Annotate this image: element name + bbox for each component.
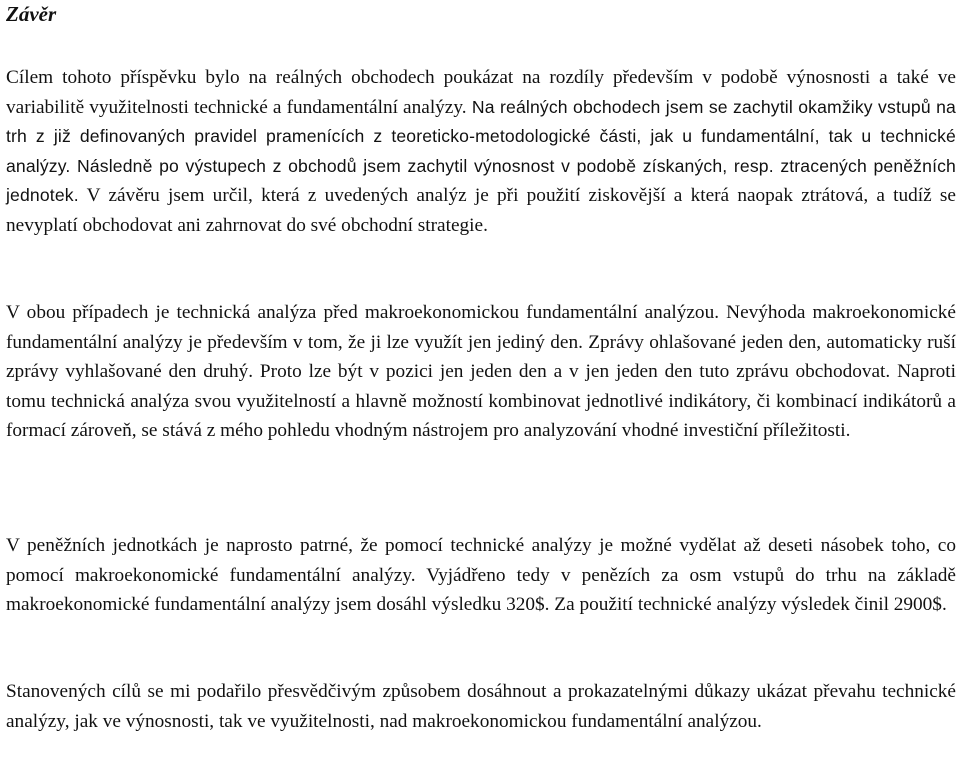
- paragraph-4: Stanovených cílů se mi podařilo přesvědčivým způsobem dosáhnout a prokazatelnými důkazy ukázat převahu technické analýzy, jak ve výnosnosti, tak ve využitelnosti, nad makroekonomickou fundamentální analýzou.: [6, 681, 956, 732]
- paragraph-2: V obou případech je technická analýza před makroekonomickou fundamentální analýzou. Nevýhoda makroekonomické fundamentální analýzy je především v tom, že ji lze využít jen jediný den. Zprávy ohlašované jeden den, automaticky ruší zprávy vyhlašované den druhý. Proto lze být v pozici jen jeden den a v jen jeden den tuto zprávu obchodovat. Naproti tomu technická analýza svou využitelností a hlavně možností kombinovat jednotlivé indikátory, či kombinací indikátorů a formací zároveň, se stává z mého pohledu vhodným nástrojem pro analyzování vhodné investiční příležitosti.: [6, 302, 956, 442]
- paragraph-1-sans-part: Na reálných obchodech jsem se zachytil okamžiky vstupů na trh z již definovaných pravidel pramenících z teoreticko-metodologické části, jak u fundamentální, tak u technické analýzy. Následně po výstupech z obchodů jsem zachytil výnosnost v podobě získaných, resp. ztracených peněžních jednotek.: [6, 96, 956, 206]
- paragraph-1-tail: V závěru jsem určil, která z uvedených analýz je při použití ziskovější a která naopak ztrátová, a tudíž se nevyplatí obchodovat ani zahrnovat do své obchodní strategie.: [6, 185, 956, 236]
- paragraph-1-lead: Cílem tohoto příspěvku bylo na reálných obchodech poukázat na rozdíly především v podobě výnosnosti a také ve variabilitě využitelnosti technické a fundamentální analýzy.: [6, 67, 956, 118]
- paragraph-3: V peněžních jednotkách je naprosto patrné, že pomocí technické analýzy je možné vydělat až deseti násobek toho, co pomocí makroekonomické fundamentální analýzy. Vyjádřeno tedy v penězích za osm vstupů do trhu na základě makroekonomické fundamentální analýzy jsem dosáhl výsledku 320$. Za použití technické analýzy výsledek činil 2900$.: [6, 535, 956, 616]
- paragraph-1: [6, 63, 956, 241]
- section-heading: Závěr: [6, 2, 57, 26]
